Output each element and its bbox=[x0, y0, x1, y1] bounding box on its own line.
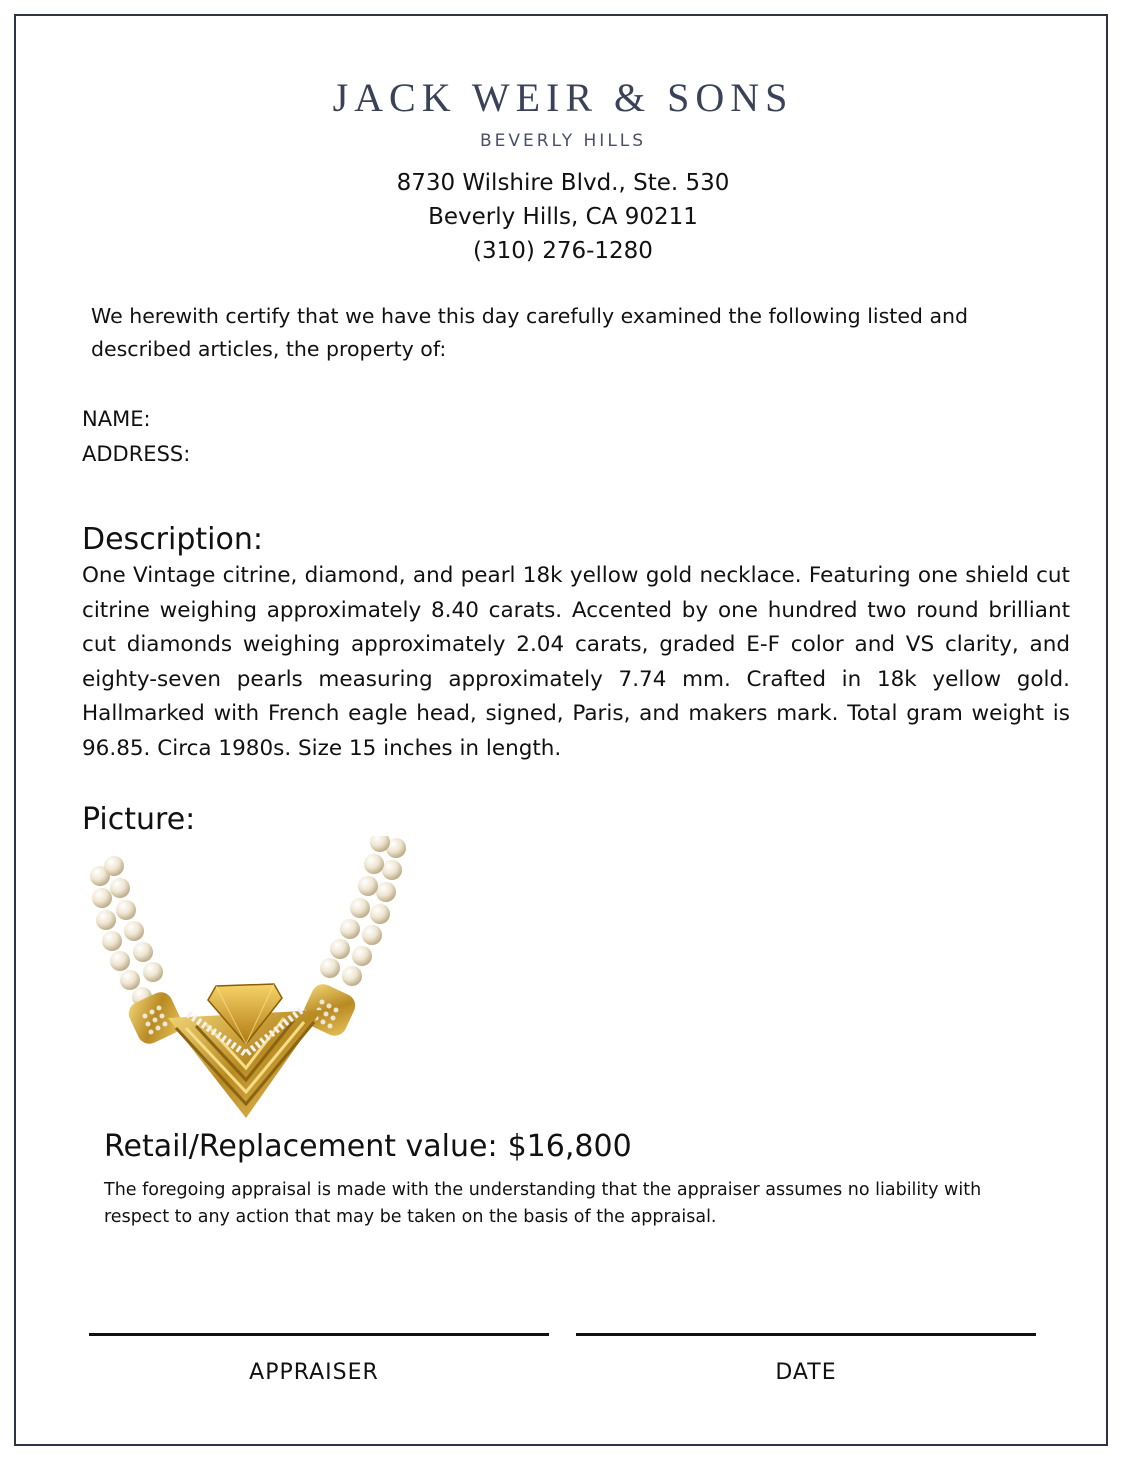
description-text: One Vintage citrine, diamond, and pearl 18k yellow gold necklace. Featuring one shield cut citrine weighing approximately 8.40 carats. Accented by one hundred two round brilliant cut diamonds weighing approximately 2.04 carats, graded E-F color and VS clarity, and eighty-seven pearls measuring approximately 7.74 mm. Crafted in 18k yellow gold. Hallmarked with French eagle head, signed, Paris, and makers mark. Total gram weight is 96.85. Circa 1980s. Size 15 inches in length. bbox=[82, 563, 1070, 761]
description-heading: Description: bbox=[82, 522, 263, 557]
phone-number: (310) 276-1280 bbox=[473, 238, 653, 264]
brand-name: JACK WEIR & SONS bbox=[332, 75, 794, 120]
appraisal-disclaimer: The foregoing appraisal is made with the understanding that the appraiser assumes no liability with respect to any action that may be taken on the basis of the appraisal. bbox=[104, 1180, 982, 1227]
appraiser-label: APPRAISER bbox=[249, 1360, 379, 1385]
picture-heading: Picture: bbox=[82, 802, 196, 837]
date-label: DATE bbox=[775, 1360, 837, 1385]
certification-statement: We herewith certify that we have this day carefully examined the following listed and described articles, the property of: bbox=[91, 304, 969, 361]
retail-value-label: Retail/Replacement value: bbox=[104, 1129, 498, 1164]
address-line-1: 8730 Wilshire Blvd., Ste. 530 bbox=[396, 170, 730, 196]
date-signature-line bbox=[576, 1333, 1036, 1336]
address-line-2: Beverly Hills, CA 90211 bbox=[428, 204, 698, 230]
address-label: ADDRESS: bbox=[82, 442, 191, 466]
name-label: NAME: bbox=[82, 407, 151, 431]
retail-value-amount: $16,800 bbox=[507, 1129, 632, 1164]
brand-location: BEVERLY HILLS bbox=[479, 131, 647, 151]
necklace-photo bbox=[90, 836, 406, 1120]
retail-value-row bbox=[104, 1129, 632, 1164]
appraiser-signature-line bbox=[89, 1333, 549, 1336]
